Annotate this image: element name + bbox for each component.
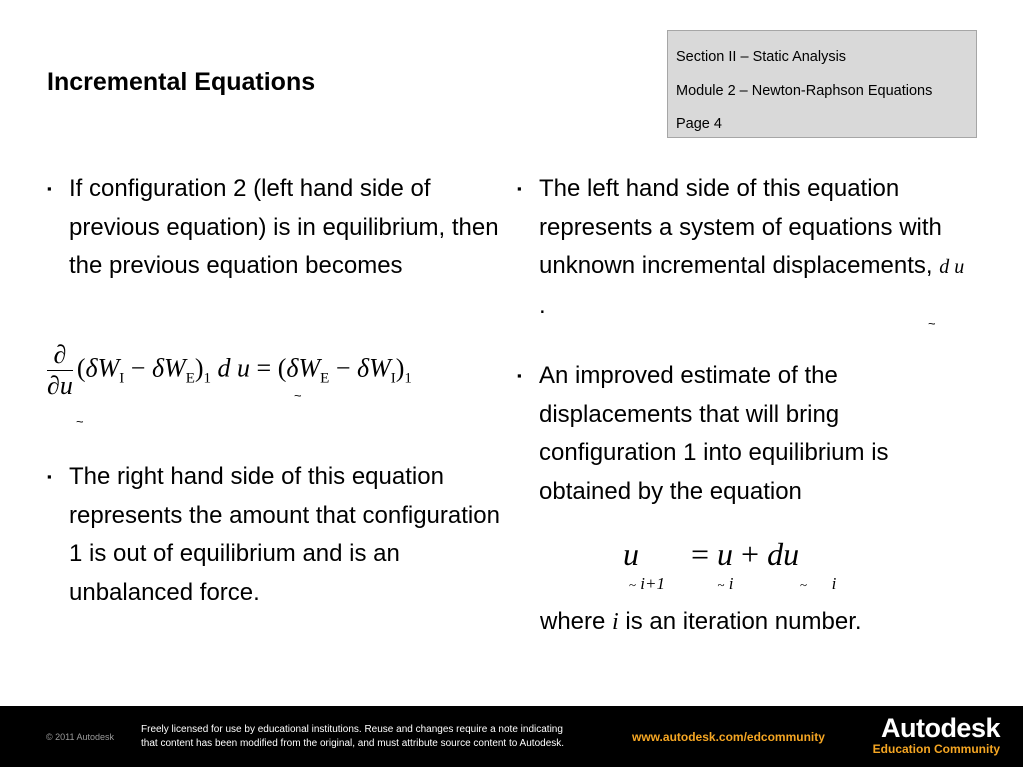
sub-i-b: i <box>831 574 837 593</box>
right-column-middle <box>517 357 967 511</box>
left-column-top <box>47 170 507 286</box>
dW-1: δW <box>85 353 120 383</box>
u-current: u <box>717 536 734 572</box>
module-label: Module 2 – Newton-Raphson Equations <box>676 82 933 99</box>
copyright: © 2011 Autodesk <box>46 732 115 742</box>
left-bullet-1 <box>47 170 507 286</box>
tilde-c: ~ <box>800 577 808 592</box>
paren-close-2: ) <box>395 353 405 383</box>
license-text <box>141 723 564 751</box>
where-after: is an iteration number. <box>625 608 862 635</box>
dW-2: δW <box>151 353 186 383</box>
right-column-top <box>517 170 967 325</box>
equilibrium-equation <box>47 340 412 401</box>
license-line-2: that content has been modified from the original, and must attribute source content to Autodesk. <box>141 738 565 749</box>
partial-denominator: ∂u <box>47 371 73 400</box>
slide-title: Incremental Equations <box>47 68 316 96</box>
paren-open-1: ( <box>76 353 86 383</box>
left-bullet-2-text: The right hand side of this equation represents the amount that configuration 1 is out of equilibrium and is an unbalanced force. <box>69 463 500 606</box>
dW-3: δW <box>286 353 321 383</box>
brand-sub: Education Community <box>872 742 1000 756</box>
right-bullet-2 <box>517 357 967 511</box>
page-label: Page 4 <box>676 116 722 132</box>
right-bullet-1 <box>517 170 967 325</box>
sub-i-a: i <box>728 574 734 593</box>
sub-E-2: E <box>320 370 330 387</box>
update-equation-subscripts <box>629 574 836 594</box>
inline-u: u <box>954 256 965 278</box>
sub-1-b: 1 <box>404 370 412 387</box>
tilde-under-u: ~ <box>294 388 302 403</box>
brand-name: Autodesk <box>880 713 1000 743</box>
partial-numerator: ∂ <box>47 340 73 371</box>
sub-I-2: I <box>390 370 396 387</box>
section-info-box <box>667 30 977 138</box>
u-next: u <box>623 536 639 572</box>
update-equation <box>623 536 799 573</box>
partial-derivative-fraction <box>47 340 73 401</box>
right-bullet-1-end: . <box>539 291 546 319</box>
section-label: Section II – Static Analysis <box>676 49 847 65</box>
left-bullet-2 <box>47 458 507 612</box>
tilde-under-denominator: ~ <box>76 414 84 429</box>
dW-4: δW <box>356 353 391 383</box>
where-before: where <box>540 608 606 635</box>
where-line <box>540 603 980 642</box>
sub-I-1: I <box>119 370 125 387</box>
inline-d: d <box>939 256 950 278</box>
equals-sign-2: = <box>691 536 710 572</box>
edcommunity-link[interactable]: www.autodesk.com/edcommunity <box>632 730 825 744</box>
bullet-marker: ▪ <box>517 368 522 383</box>
right-bullet-1-text: The left hand side of this equation represents a system of equations with unknown incremental displacements, <box>539 175 942 279</box>
sub-E-1: E <box>185 370 195 387</box>
plus-sign: + <box>741 536 760 572</box>
sub-1-a: 1 <box>203 370 212 387</box>
left-column-bottom <box>47 458 507 612</box>
tilde-a: ~ <box>629 577 637 592</box>
bullet-marker: ▪ <box>517 181 522 196</box>
license-line-1: Freely licensed for use by educational institutions. Reuse and changes require a note indicating <box>141 724 563 735</box>
where-var: i <box>612 609 619 635</box>
tilde-inline: ~ <box>928 316 936 331</box>
paren-close-1: ) <box>194 353 204 383</box>
paren-open-2: ( <box>277 353 287 383</box>
tilde-b: ~ <box>717 577 725 592</box>
footer-bar <box>0 706 1023 767</box>
minus-1: − <box>130 353 146 383</box>
bullet-marker: ▪ <box>47 469 52 484</box>
left-bullet-1-text: If configuration 2 (left hand side of previous equation) is in equilibrium, then the previous equation becomes <box>69 175 499 279</box>
right-bullet-2-text: An improved estimate of the displacements that will bring configuration 1 into equilibrium is obtained by the equation <box>539 362 889 505</box>
autodesk-logo <box>868 714 1000 756</box>
equals-sign: = <box>256 353 272 383</box>
d-symbol: d <box>217 353 231 383</box>
minus-2: − <box>335 353 351 383</box>
du-term: du <box>767 536 800 572</box>
u-symbol: u <box>237 353 251 383</box>
sub-i-plus-1: i+1 <box>640 574 665 593</box>
bullet-marker: ▪ <box>47 181 52 196</box>
